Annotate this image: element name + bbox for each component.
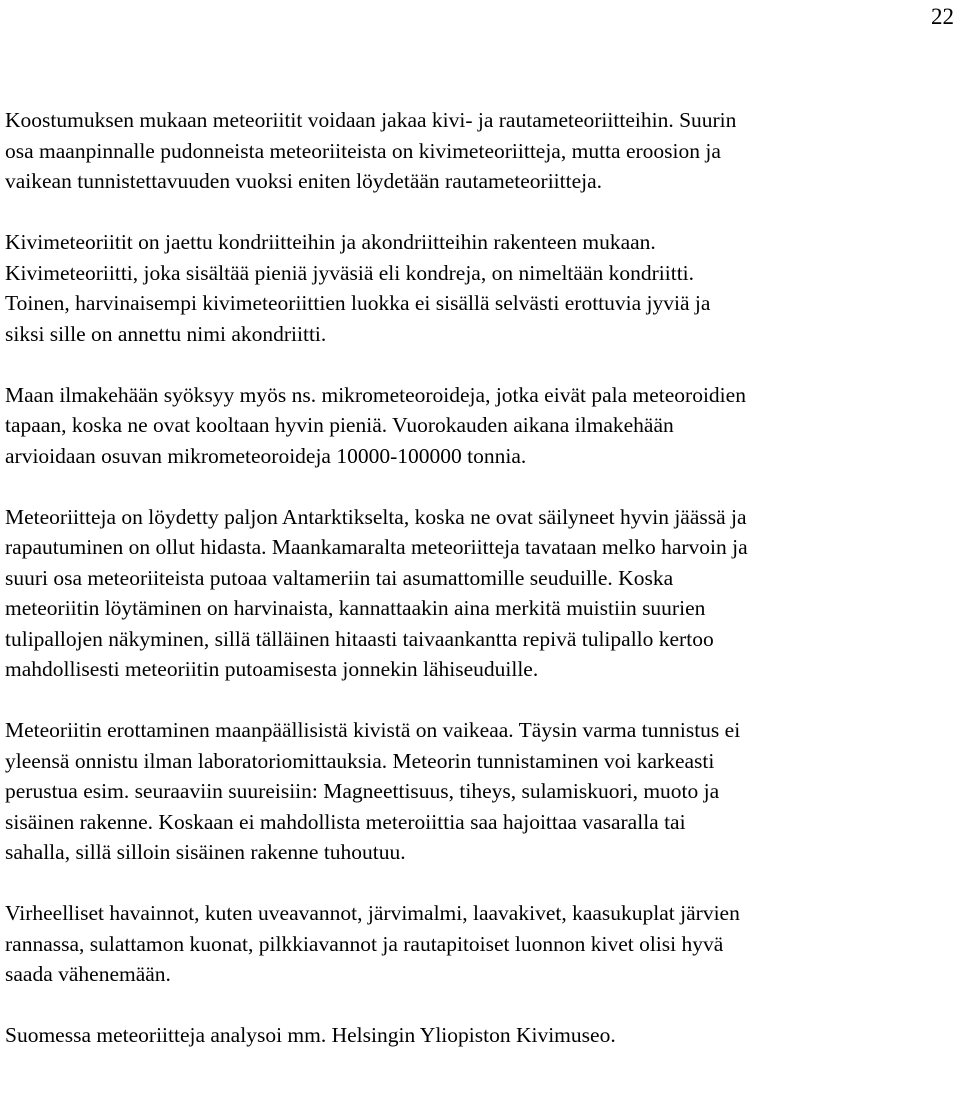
paragraph-micrometeoroids [5,380,957,472]
text-line: tapaan, koska ne ovat kooltaan hyvin pieniä. Vuorokauden aikana ilmakehään [5,413,674,437]
text-line: Virheelliset havainnot, kuten uveavannot, järvimalmi, laavakivet, kaasukuplat järvien [5,901,740,925]
text-line: meteoriitin löytäminen on harvinaista, kannattaakin aina merkitä muistiin suurien [5,596,706,620]
text-line: perustua esim. seuraaviin suureisiin: Magneettisuus, tiheys, sulamiskuori, muoto ja [5,779,720,803]
text-line: Meteoriitteja on löydetty paljon Antarktikselta, koska ne ovat säilyneet hyvin jäässä ja [5,504,747,529]
text-line: Koostumuksen mukaan meteoriitit voidaan jakaa kivi- ja rautameteoriitteihin. Suurin [5,108,737,132]
page-number: 22 [931,4,954,29]
text-line: suuri osa meteoriiteista putoaa valtameriin tai asumattomille seuduille. Koska [5,565,674,590]
text-line: Kivimeteoriitti, joka sisältää pieniä jyväsiä eli kondreja, on nimeltään kondriitti. [5,260,695,285]
text-line: vaikean tunnistettavuuden vuoksi eniten löydetään rautameteoriitteja. [5,169,603,193]
text-line: siksi sille on annettu nimi akondriitti. [5,321,327,346]
text-line: sisäinen rakenne. Koskaan ei mahdollista meteroiittia saa hajoittaa vasaralla tai [5,809,686,834]
paragraph-meteorite-composition [5,105,957,197]
text-line: osa maanpinnalle pudonneista meteoriiteista on kivimeteoriitteja, mutta eroosion ja [5,138,721,163]
text-line: rapautuminen on ollut hidasta. Maankamaralta meteoriitteja tavataan melko harvoin ja [5,535,748,559]
text-line: Maan ilmakehään syöksyy myös ns. mikrometeoroideja, jotka eivät pala meteoroidien [5,382,746,407]
text-line: mahdollisesti meteoriitin putoamisesta jonnekin lähiseuduille. [5,657,539,681]
paragraph-false-observations [5,898,957,990]
paragraph-stone-meteorites [5,227,957,349]
text-line: Suomessa meteoriitteja analysoi mm. Helsingin Yliopiston Kivimuseo. [5,1023,616,1047]
paragraph-finding-meteorites [5,502,957,685]
document-body [5,105,957,1051]
text-line: Toinen, harvinaisempi kivimeteoriittien luokka ei sisällä selvästi erottuvia jyviä ja [5,291,711,315]
text-line: rannassa, sulattamon kuonat, pilkkiavannot ja rautapitoiset luonnon kivet olisi hyvä [5,931,724,956]
text-line: tulipallojen näkyminen, sillä tälläinen hitaasti taivaankantta repivä tulipallo kertoo [5,626,714,651]
text-line: sahalla, sillä silloin sisäinen rakenne tuhoutuu. [5,840,406,864]
text-line: Meteoriitin erottaminen maanpäällisistä kivistä on vaikeaa. Täysin varma tunnistus ei [5,718,741,742]
paragraph-analysis-finland [5,1020,957,1051]
text-line: yleensä onnistu ilman laboratoriomittauksia. Meteorin tunnistaminen voi karkeasti [5,748,715,773]
paragraph-identification [5,715,957,868]
text-line: arvioidaan osuvan mikrometeoroideja 10000-100000 tonnia. [5,443,527,468]
text-line: Kivimeteoriitit on jaettu kondriitteihin ja akondriitteihin rakenteen mukaan. [5,230,656,254]
text-line: saada vähenemään. [5,962,171,986]
